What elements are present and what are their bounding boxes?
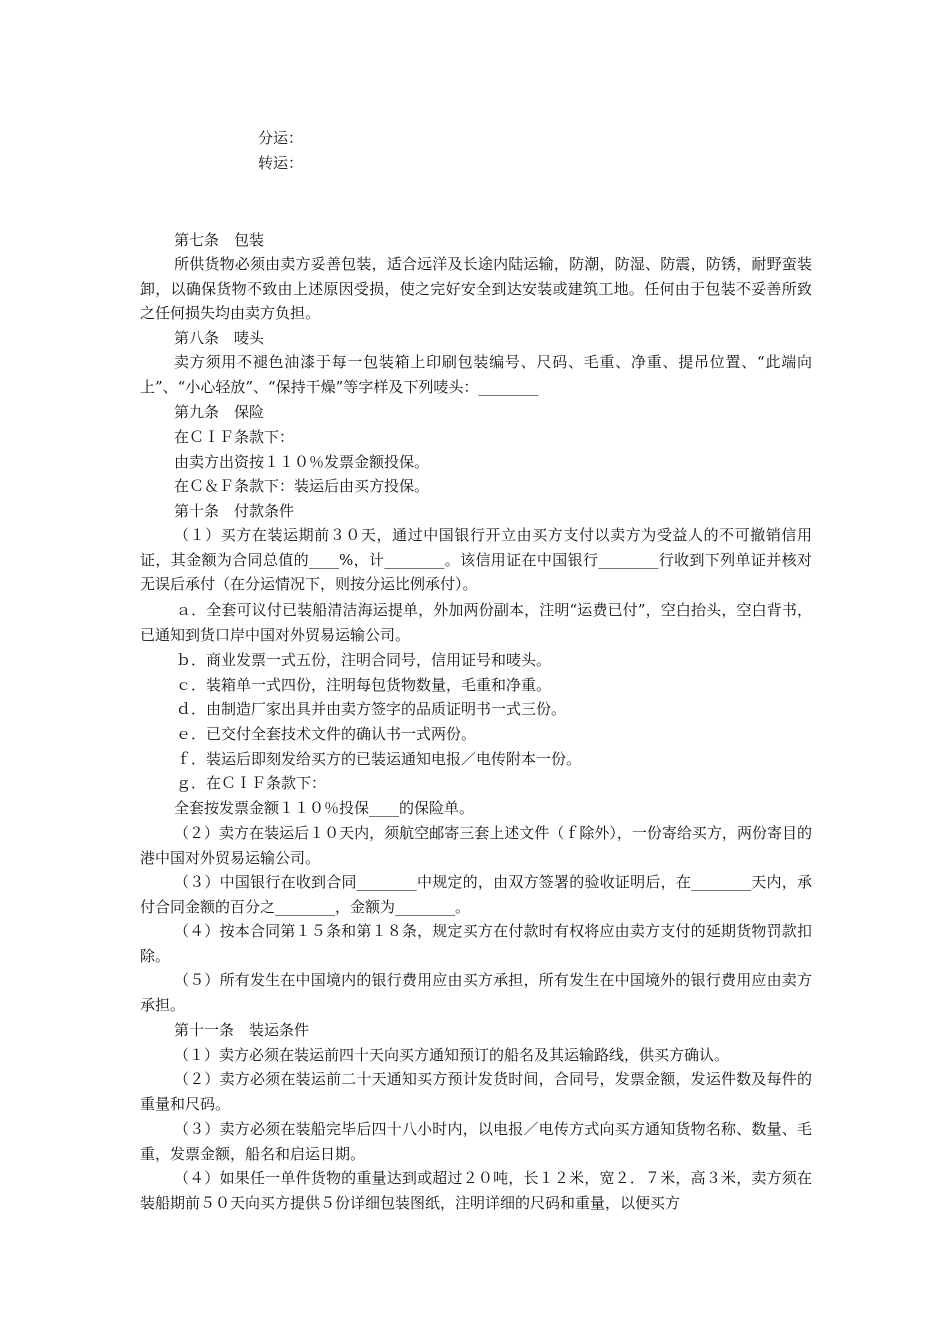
article-10-item-g-body: 全套按发票金额１１０％投保____的保险单。 [174, 799, 475, 817]
article-10-item-f: ｆ．装运后即刻发给买方的已装运通知电报／电传附本一份。 [176, 750, 582, 768]
article-10-clause-2: （２）卖方在装运后１０天内，须航空邮寄三套上述文件（ｆ除外），一份寄给买方，两份寄目的港中国对外贸易运输公司。 [140, 824, 812, 867]
transshipment-label: 转运： [258, 154, 304, 172]
article-10-item-c: ｃ．装箱单一式四份，注明每包货物数量，毛重和净重。 [176, 676, 552, 694]
article-11-clause-1: （１）卖方必须在装运前四十天向买方通知预订的船名及其运输路线，供买方确认。 [174, 1046, 730, 1064]
article-11-clause-3: （３）卖方必须在装船完毕后四十八小时内，以电报／电传方式向买方通知货物名称、数量、毛重，发票金额，船名和启运日期。 [140, 1120, 812, 1163]
article-7-body: 所供货物必须由卖方妥善包装，适合远洋及长途内陆运输，防潮，防湿、防震，防锈，耐野蛮装卸，以确保货物不致由上述原因受损，使之完好安全到达安装或建筑工地。任何由于包装不妥善所致之任何损失均由卖方负担。 [140, 255, 812, 322]
article-11-clause-4: （４）如果任一单件货物的重量达到或超过２０吨，长１２米，宽２．７米，高３米，卖方须在装船期前５０天向买方提供５份详细包装图纸，注明详细的尺码和重量，以便买方 [140, 1169, 812, 1212]
article-10-item-d: ｄ．由制造厂家出具并由卖方签字的品质证明书一式三份。 [176, 700, 567, 718]
article-10-clause-3: （３）中国银行在收到合同________中规定的，由双方签署的验收证明后，在________天内，承付合同金额的百分之________，金额为________。 [140, 873, 812, 916]
article-10-item-a: ａ．全套可议付已装船清洁海运提单，外加两份副本，注明“运费已付”，空白抬头，空白背书，已通知到货口岸中国对外贸易运输公司。 [140, 601, 812, 644]
article-10-item-e: ｅ．已交付全套技术文件的确认书一式两份。 [176, 725, 477, 743]
article-7-heading: 第七条 包装 [174, 231, 265, 249]
article-10-item-b: ｂ．商业发票一式五份，注明合同号，信用证号和唛头。 [176, 651, 552, 669]
partial-shipment-label: 分运： [258, 129, 304, 147]
article-9-heading: 第九条 保险 [174, 403, 265, 421]
article-9-cf-body: 在Ｃ＆Ｆ条款下：装运后由买方投保。 [174, 477, 430, 495]
article-11-heading: 第十一条 装运条件 [174, 1021, 310, 1039]
article-10-item-g: ｇ．在ＣＩＦ条款下： [176, 774, 327, 792]
article-11-clause-2: （２）卖方必须在装运前二十天通知买方预计发货时间，合同号，发票金额，发运件数及每件的重量和尺码。 [140, 1070, 812, 1113]
article-9-cif-body: 由卖方出资按１１０％发票金额投保。 [174, 453, 430, 471]
article-8-body: 卖方须用不褪色油漆于每一包装箱上印刷包装编号、尺码、毛重、净重、提吊位置、“此端向上”、“小心轻放”、“保持干燥”等字样及下列唛头：________ [140, 353, 812, 396]
article-10-clause-5: （５）所有发生在中国境内的银行费用应由买方承担，所有发生在中国境外的银行费用应由卖方承担。 [140, 971, 812, 1014]
article-10-heading: 第十条 付款条件 [174, 502, 295, 520]
article-10-clause-4: （４）按本合同第１５条和第１８条，规定买方在付款时有权将应由卖方支付的延期货物罚款扣除。 [140, 922, 812, 965]
article-9-cif-label: 在ＣＩＦ条款下： [174, 428, 295, 446]
article-10-clause-1: （１）买方在装运期前３０天，通过中国银行开立由买方支付以卖方为受益人的不可撤销信用证，其金额为合同总值的____%，计________。该信用证在中国银行________行收到下列单证并核对无误后承付（在分运情况下，则按分运比例承付）。 [140, 526, 812, 593]
article-8-heading: 第八条 唛头 [174, 329, 265, 347]
